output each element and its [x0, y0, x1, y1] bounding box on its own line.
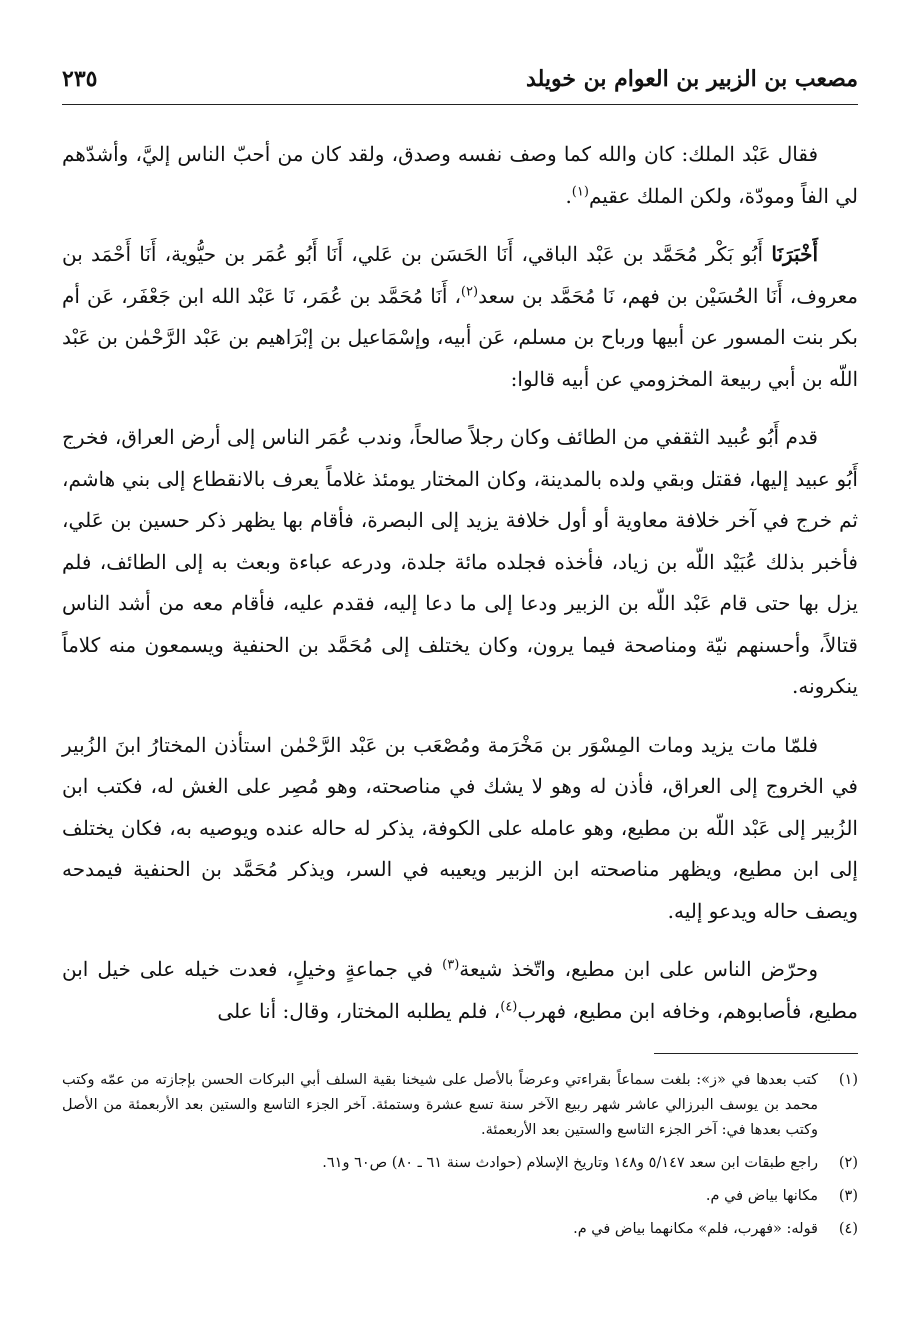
- paragraph-1-text-a: فقال عَبْد الملك: كان والله كما وصف نفسه وصدق، ولقد كان من أحبّ الناس إليَّ، وأشدّهم لي الفاً ومودّة، ولكن الملك عقيم: [62, 142, 858, 208]
- paragraph-2-text-b: ، أَنَا مُحَمَّد بن عُمَر، نَا عَبْد الله ابن جَعْفَر، عَن أم بكر بنت المسور عن أبيها ورباح بن مسلم، عَن أبيه، وإسْمَاعيل بن إبْرَاهيم بن عَبْد الرَّحْمٰن بن عَبْد اللّه بن أبي ربيعة المخزومي عن أبيه قالوا:: [62, 283, 858, 391]
- paragraph-5: [62, 949, 858, 1032]
- page-header: [62, 62, 858, 105]
- footnote-number: (٢): [838, 1155, 858, 1171]
- paragraph-1-text-b: .: [565, 183, 572, 208]
- footnote-ref-4: (٤): [500, 998, 518, 1014]
- footnote-separator: [654, 1053, 858, 1054]
- footnote-number: (٣): [838, 1188, 858, 1204]
- footnote-3: [62, 1184, 858, 1209]
- page-number: ٢٣٥: [62, 66, 98, 92]
- paragraph-1: [62, 134, 858, 217]
- paragraph-5-text-a: وحرّض الناس على ابن مطيع، واتّخذ شيعة: [459, 957, 818, 981]
- isnad-lead-word: أَخْبَرَنَا: [771, 242, 818, 266]
- footnote-2: [62, 1151, 858, 1176]
- footnote-text: راجع طبقات ابن سعد ٥/١٤٧ و١٤٨ وتاريخ الإسلام (حوادث سنة ٦١ ـ ٨٠) ص٦٠ و٦١.: [322, 1155, 818, 1171]
- footnote-text: قوله: «فهرب، فلم» مكانهما بياض في م.: [573, 1221, 818, 1237]
- footnote-text: كتب بعدها في «ز»: بلغت سماعاً بقراءتي وعرضاً بالأصل على شيخنا بقية السلف أبي البركات الحسن بإجازته من عمّه وكتب محمد بن يوسف البرزالي عاشر شهر ربيع الآخر سنة تسع عشرة وستمئة. آخر الجزء التاسع والستين بعد الأربعمئة من الأصل وكتب بعدها في: آخر الجزء التاسع والستين بعد الأربعمئة.: [62, 1072, 818, 1138]
- paragraph-3: قدم أَبُو عُبيد الثقفي من الطائف وكان رجلاً صالحاً، وندب عُمَر الناس إلى أرض العراق، فخرج أَبُو عبيد إليها، فقتل وبقي ولده بالمدينة، وكان المختار يومئذ غلاماً يعرف بالانقطاع إلى بني هاشم، ثم خرج في آخر خلافة معاوية أو أول خلافة يزيد إلى البصرة، فأقام بها يظهر ذكر حسين بن عَلي، فأخبر بذلك عُبَيْد اللّه بن زياد، فأخذه فجلده مائة جلدة، ودرعه عباءة وبعث به إلى الطائف، فلم يزل بها حتى قام عَبْد اللّه بن الزبير ودعا إلى ما دعا إليه، فقدم عليه، فأقام معه من أشد الناس قتالاً، وأحسنهم نيّة ومناصحة فيما يرون، وكان يختلف إلى مُحَمَّد بن الحنفية ويسمعون منه كلاماً ينكرونه.: [62, 425, 858, 698]
- paragraph-5-text-c: ، فلم يطلبه المختار، وقال: أنا على: [217, 998, 501, 1023]
- footnotes: [62, 1068, 858, 1250]
- footnote-text: مكانها بياض في م.: [705, 1188, 818, 1204]
- paragraph-2: [62, 234, 858, 400]
- paragraph-4: فلمّا مات يزيد ومات المِسْوَر بن مَخْرَمة ومُصْعَب بن عَبْد الرَّحْمٰن استأذن المختارُ ابنَ الزُبير في الخروج إلى العراق، فأذن له وهو لا يشك في مناصحته، وهو مُصِر على الغش له، فكتب ابن الزُبير إلى عَبْد اللّه بن مطيع، وهو عامله على الكوفة، يذكر له حاله عنده ويوصيه به، فكان يختلف إلى ابن مطيع، ويظهر مناصحته ابن الزبير ويعيبه في السر، ويذكر مُحَمَّد بن الحنفية فيمدحه ويصف حاله ويدعو إليه.: [62, 732, 858, 923]
- paragraph-2-text-a: أَبُو بَكْر مُحَمَّد بن عَبْد الباقي، أَنَا الحَسَن بن عَلي، أَنَا أَبُو عُمَر بن حيُّوية، أَنَا أَحْمَد بن معروف، أَنَا الحُسَيْن بن فهم، نَا مُحَمَّد بن سعد: [62, 242, 858, 308]
- footnote-ref-3: (٣): [442, 957, 460, 973]
- footnote-ref-1: (١): [571, 183, 589, 199]
- footnote-4: [62, 1217, 858, 1242]
- footnote-ref-2: (٢): [460, 283, 479, 299]
- running-title: مصعب بن الزبير بن العوام بن خويلد: [526, 66, 858, 92]
- paragraph-5-text-b: في جماعةٍ وخيلٍ، فعدت خيله على خيل ابن مطيع، فأصابوهم، وخافه ابن مطيع، فهرب: [62, 957, 858, 1023]
- footnote-number: (١): [838, 1072, 858, 1088]
- main-text: [62, 134, 858, 1023]
- footnote-number: (٤): [838, 1221, 858, 1237]
- footnote-1: [62, 1068, 858, 1143]
